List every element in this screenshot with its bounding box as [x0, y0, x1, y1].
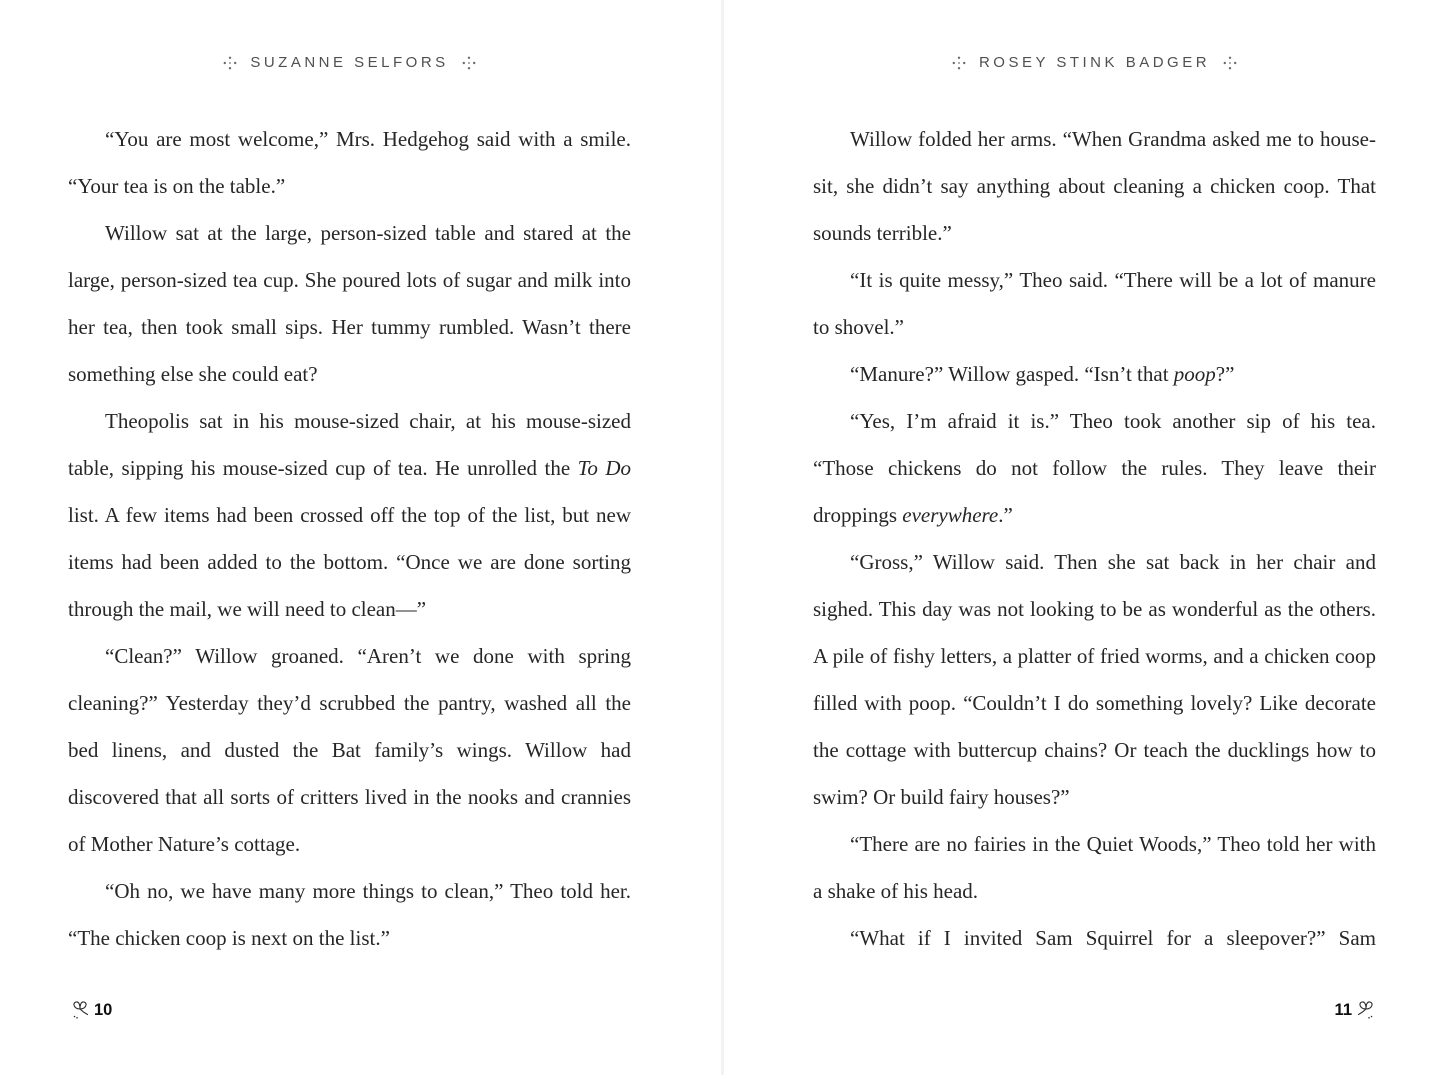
paragraph: “Manure?” Willow gasped. “Isn’t that poop?” — [850, 362, 1235, 386]
clover-sprig-icon — [1356, 999, 1376, 1021]
running-head-text: ROSEY STINK BADGER — [978, 54, 1211, 71]
page-right — [813, 0, 1376, 1075]
paragraph: “What if I invited Sam Squirrel for a sleepover?” Sam — [850, 926, 1376, 950]
paragraph: Theopolis sat in his mouse-sized chair, at his mouse-sized table, sipping his mouse-sized cup of tea. He unrolled the To Do list. A few items had been crossed off the top of the list, but new items had been added to the bottom. “Once we are done sorting through the mail, we will need to clean—” — [68, 409, 631, 621]
running-head-right — [813, 54, 1376, 71]
paragraph: Willow folded her arms. “When Grandma asked me to house-sit, she didn’t say anything about cleaning a chicken coop. That sounds terrible.” — [813, 127, 1376, 245]
page-number: 11 — [1334, 1000, 1352, 1019]
running-head-left — [68, 54, 631, 71]
paragraph: “Gross,” Willow said. Then she sat back in her chair and sighed. This day was not looking to be as wonderful as the others. A pile of fishy letters, a platter of fried worms, and a chicken coop filled with poop. “Couldn’t I do something lovely? Like decorate the cottage with buttercup chains? Or teach the ducklings how to swim? Or build fairy houses?” — [813, 550, 1376, 809]
paragraph: “Clean?” Willow groaned. “Aren’t we done with spring cleaning?” Yesterday they’d scrubbed the pantry, washed all the bed linens, and dusted the Bat family’s wings. Willow had discovered that all sorts of critters lived in the nooks and crannies of Mother Nature’s cottage. — [68, 644, 631, 856]
paragraph: “It is quite messy,” Theo said. “There will be a lot of manure to shovel.” — [813, 268, 1376, 339]
page-gutter-divider — [721, 0, 724, 1075]
paragraph: “There are no fairies in the Quiet Woods,” Theo told her with a shake of his head. — [813, 832, 1376, 903]
page-left — [68, 0, 631, 1075]
dot-sparkle-icon — [1223, 56, 1237, 70]
dot-sparkle-icon — [223, 56, 237, 70]
dot-sparkle-icon — [462, 56, 476, 70]
page-body-right — [813, 116, 1376, 962]
paragraph: “Yes, I’m afraid it is.” Theo took another sip of his tea. “Those chickens do not follow the rules. They leave their droppings everywhere.” — [813, 409, 1376, 527]
paragraph: “Oh no, we have many more things to clean,” Theo told her. “The chicken coop is next on the list.” — [68, 879, 631, 950]
page-body-left — [68, 116, 631, 962]
running-head-text: SUZANNE SELFORS — [250, 54, 449, 71]
page-footer-left — [70, 999, 112, 1021]
clover-sprig-icon — [70, 999, 90, 1021]
dot-sparkle-icon — [952, 56, 966, 70]
page-number: 10 — [94, 1000, 113, 1019]
page-footer-right — [1335, 999, 1376, 1021]
paragraph: “You are most welcome,” Mrs. Hedgehog said with a smile. “Your tea is on the table.” — [68, 127, 631, 198]
paragraph: Willow sat at the large, person-sized table and stared at the large, person-sized tea cup. She poured lots of sugar and milk into her tea, then took small sips. Her tummy rumbled. Wasn’t there something else she could eat? — [68, 221, 631, 386]
